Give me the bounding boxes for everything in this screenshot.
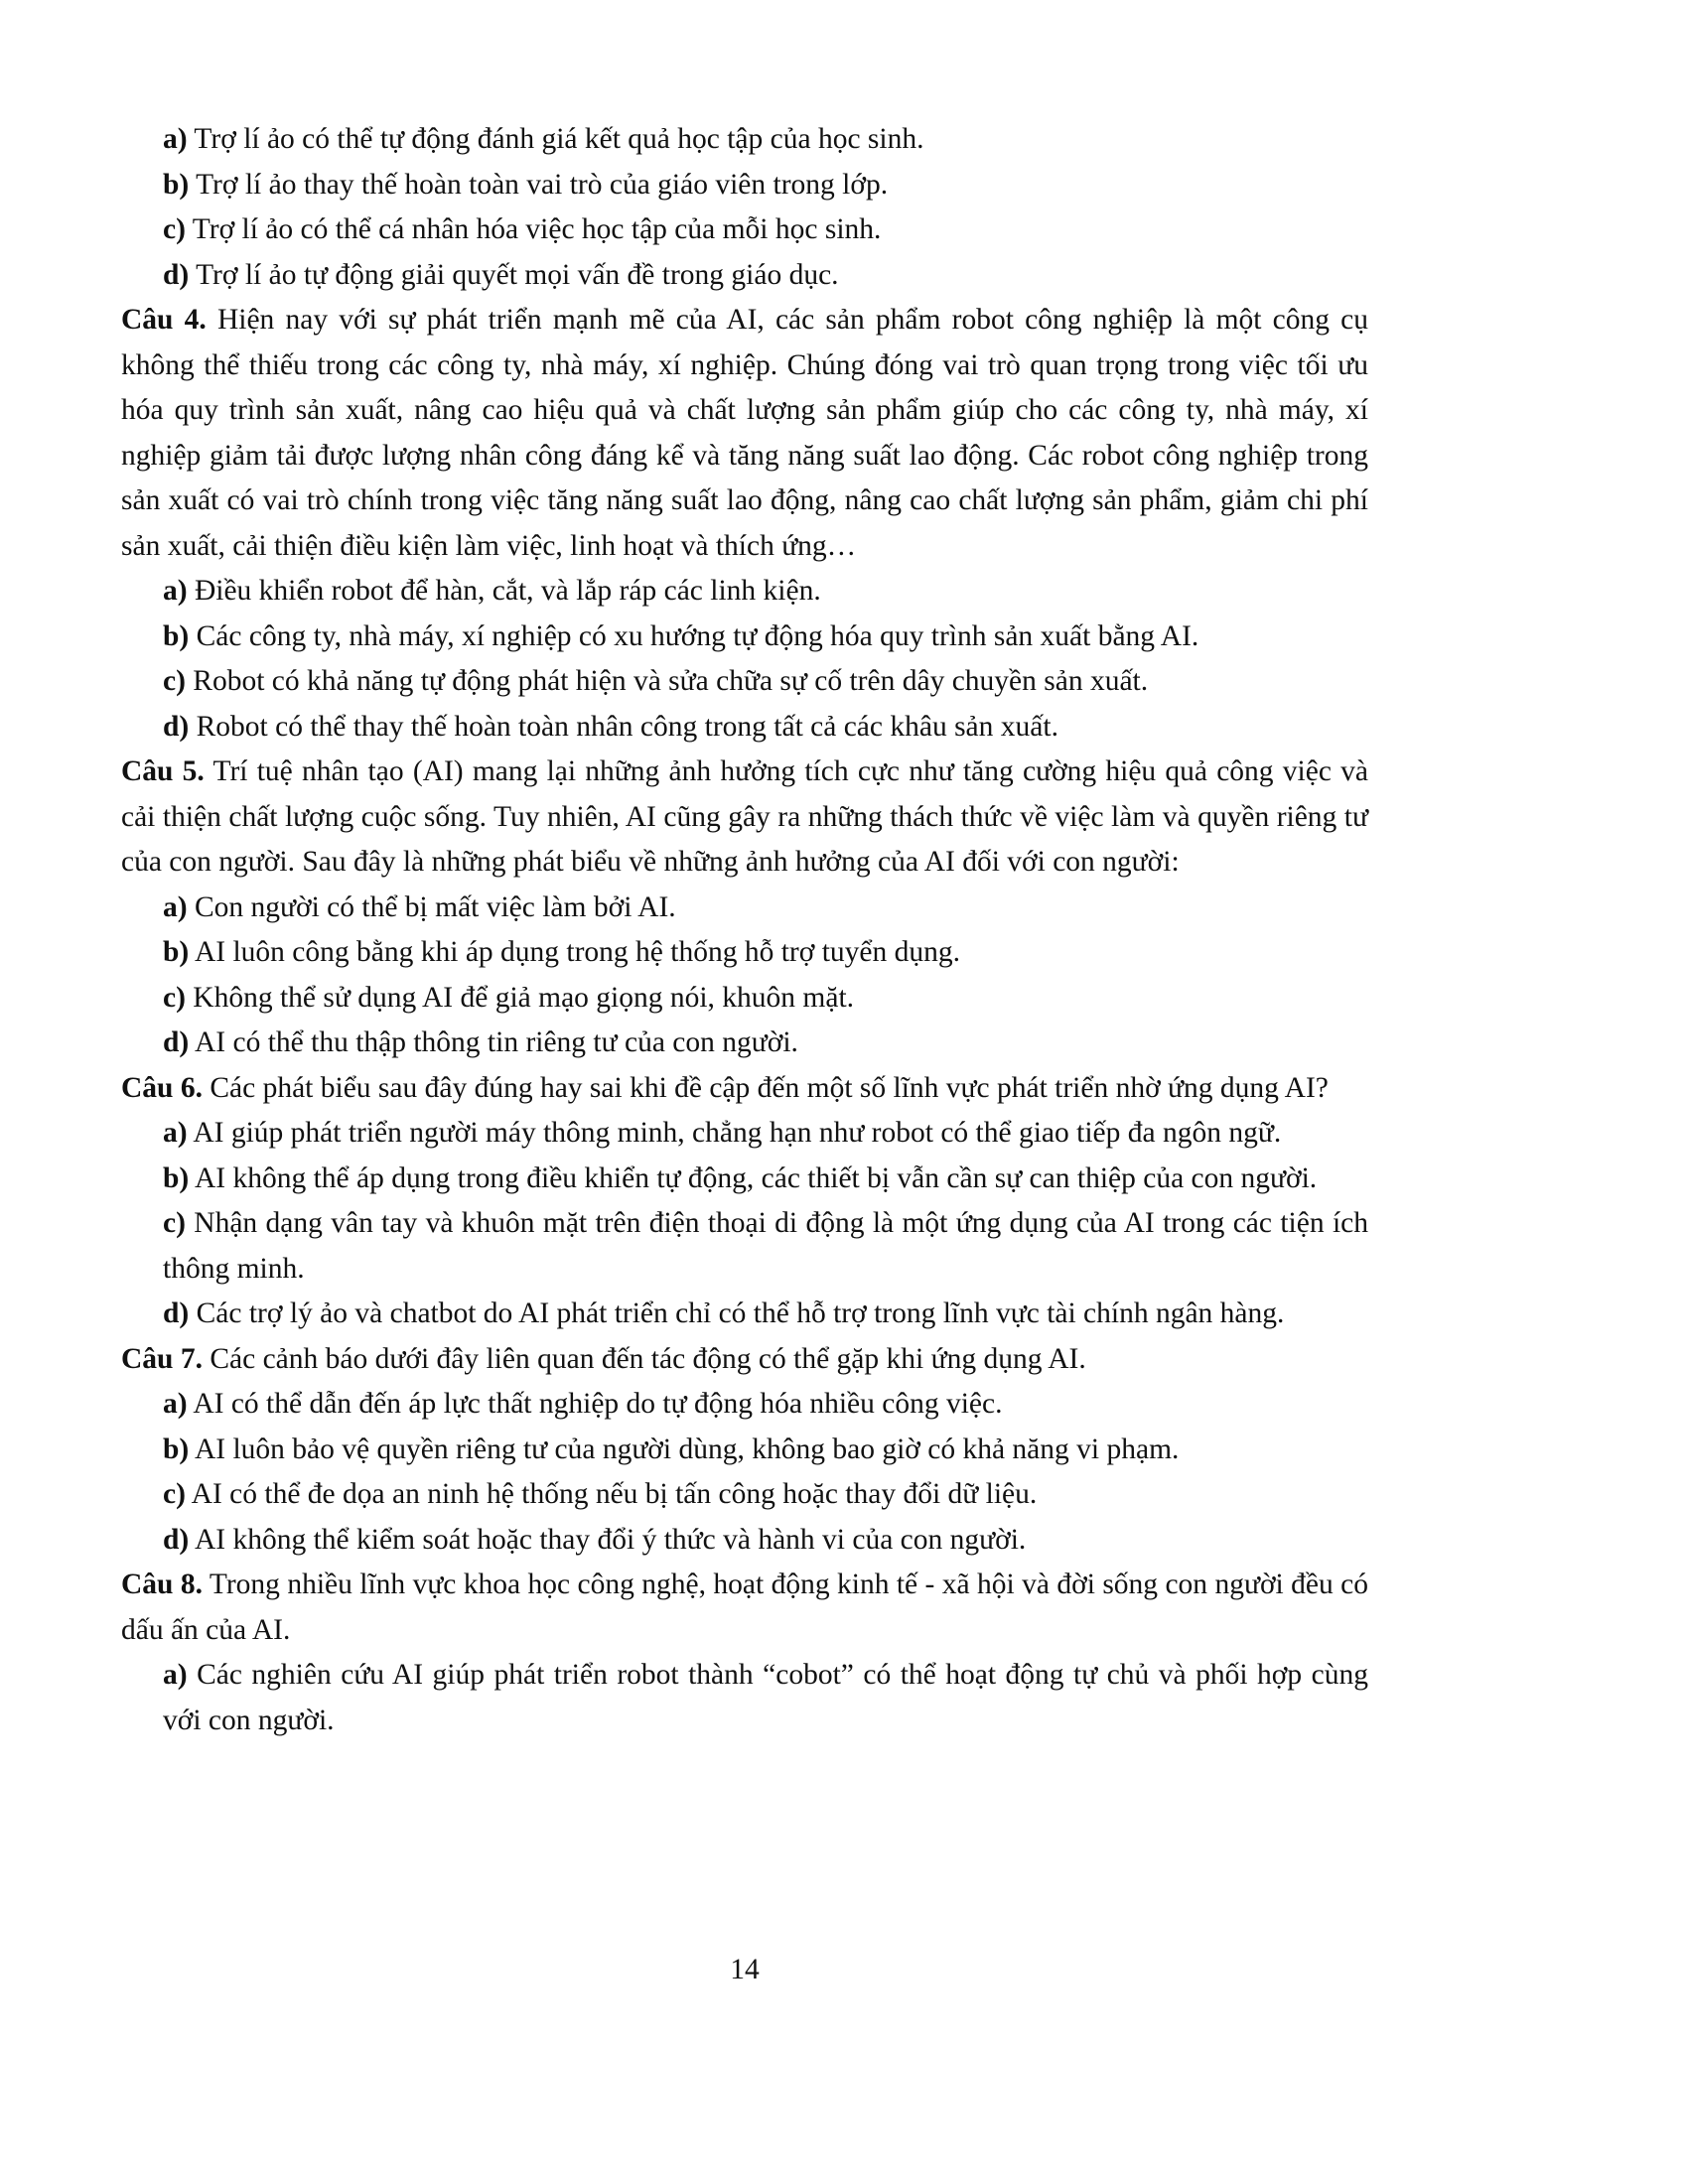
question-text: Hiện nay với sự phát triển mạnh mẽ của AI, các sản phẩm robot công nghiệp là một công cụ không thể thiếu trong các công ty, nhà máy, xí nghiệp. Chúng đóng vai trò quan trọng trong việc tối ưu hóa quy trình sản xuất, nâng cao hiệu quả và chất lượng sản phẩm giúp cho các công ty, nhà máy, xí nghiệp giảm tải được lượng nhân công đáng kể và tăng năng suất lao động. Các robot công nghiệp trong sản xuất có vai trò chính trong việc tăng năng suất lao động, nâng cao chất lượng sản phẩm, giảm chi phí sản xuất, cải thiện điều kiện làm việc, linh hoạt và thích ứng… <box>121 304 1369 562</box>
option-label: d) <box>163 1523 190 1556</box>
question-text: Trong nhiều lĩnh vực khoa học công nghệ, hoạt động kinh tế - xã hội và đời sống con người đều có dấu ấn của AI. <box>121 1569 1368 1646</box>
question-label: Câu 5. <box>121 755 205 787</box>
option-text: Trợ lí ảo thay thế hoàn toàn vai trò của giáo viên trong lớp. <box>189 168 889 201</box>
option-q7-a <box>121 1382 1368 1428</box>
option-q7-b <box>121 1428 1368 1473</box>
option-q6-a <box>121 1111 1368 1157</box>
option-text: Các nghiên cứu AI giúp phát triển robot thành “cobot” có thể hoạt động tự chủ và phối hợp cùng với con người. <box>163 1659 1368 1736</box>
option-q7-c <box>121 1472 1368 1518</box>
option-q4-c <box>121 659 1368 705</box>
option-label: a) <box>163 1659 188 1691</box>
option-text: Điều khiển robot để hàn, cắt, và lắp ráp các linh kiện. <box>187 575 821 607</box>
option-text: AI luôn bảo vệ quyền riêng tư của người dùng, không bao giờ có khả năng vi phạm. <box>189 1433 1180 1465</box>
option-q6-c <box>121 1201 1368 1292</box>
option-text: Không thể sử dụng AI để giả mạo giọng nói, khuôn mặt. <box>185 981 855 1014</box>
option-label: c) <box>163 213 186 245</box>
question-4 <box>121 298 1368 569</box>
option-q6-b <box>121 1157 1368 1202</box>
option-text: AI luôn công bằng khi áp dụng trong hệ thống hỗ trợ tuyển dụng. <box>189 936 961 968</box>
option-text: AI có thể dẫn đến áp lực thất nghiệp do tự động hóa nhiều công việc. <box>187 1388 1003 1420</box>
option-label: d) <box>163 1026 190 1058</box>
option-q3-c <box>121 207 1368 253</box>
option-text: AI không thể kiểm soát hoặc thay đổi ý thức và hành vi của con người. <box>189 1523 1027 1556</box>
option-text: Con người có thể bị mất việc làm bởi AI. <box>187 890 676 923</box>
option-text: AI không thể áp dụng trong điều khiển tự động, các thiết bị vẫn cần sự can thiệp của con người. <box>189 1161 1318 1194</box>
option-q3-d <box>121 253 1368 299</box>
option-q6-d <box>121 1292 1368 1337</box>
option-text: AI giúp phát triển người máy thông minh, chẳng hạn như robot có thể giao tiếp đa ngôn ngữ. <box>187 1117 1282 1149</box>
option-label: a) <box>163 575 188 607</box>
option-text: Các công ty, nhà máy, xí nghiệp có xu hướng tự động hóa quy trình sản xuất bằng AI. <box>189 619 1199 652</box>
option-text: Robot có khả năng tự động phát hiện và sửa chữa sự cố trên dây chuyền sản xuất. <box>185 665 1149 697</box>
option-q5-b <box>121 930 1368 976</box>
option-q4-b <box>121 614 1368 660</box>
question-label: Câu 8. <box>121 1569 203 1600</box>
question-label: Câu 4. <box>121 304 207 336</box>
option-label: c) <box>163 981 186 1014</box>
option-q4-a <box>121 569 1368 614</box>
question-text: Các phát biểu sau đây đúng hay sai khi đề cập đến một số lĩnh vực phát triển nhờ ứng dụng AI? <box>202 1071 1329 1104</box>
question-6 <box>121 1066 1368 1112</box>
option-q3-b <box>121 163 1368 208</box>
option-text: Trợ lí ảo tự động giải quyết mọi vấn đề trong giáo dục. <box>189 258 839 291</box>
question-text: Các cảnh báo dưới đây liên quan đến tác động có thể gặp khi ứng dụng AI. <box>202 1342 1086 1375</box>
option-label: b) <box>163 619 190 652</box>
question-8 <box>121 1563 1368 1653</box>
option-label: a) <box>163 1388 188 1420</box>
option-text: Các trợ lý ảo và chatbot do AI phát triển chỉ có thể hỗ trợ trong lĩnh vực tài chính ngân hàng. <box>189 1297 1285 1329</box>
option-text: Trợ lí ảo có thể cá nhân hóa việc học tập của mỗi học sinh. <box>185 213 882 245</box>
option-label: c) <box>163 1207 186 1239</box>
option-q4-d <box>121 705 1368 751</box>
option-q3-a <box>121 117 1368 163</box>
option-q5-d <box>121 1021 1368 1066</box>
option-label: c) <box>163 1478 186 1510</box>
option-label: b) <box>163 168 190 201</box>
option-q8-a <box>121 1653 1368 1743</box>
option-text: Nhận dạng vân tay và khuôn mặt trên điện thoại di động là một ứng dụng của AI trong các tiện ích thông minh. <box>163 1207 1368 1285</box>
question-7 <box>121 1337 1368 1383</box>
option-q5-a <box>121 886 1368 931</box>
option-label: d) <box>163 1297 190 1329</box>
option-text: AI có thể thu thập thông tin riêng tư của con người. <box>189 1026 798 1058</box>
option-label: a) <box>163 890 188 923</box>
option-label: d) <box>163 258 190 291</box>
option-text: Robot có thể thay thế hoàn toàn nhân công trong tất cả các khâu sản xuất. <box>189 710 1058 743</box>
option-label: b) <box>163 936 190 968</box>
option-label: d) <box>163 710 190 743</box>
question-label: Câu 7. <box>121 1342 203 1375</box>
option-text: Trợ lí ảo có thể tự động đánh giá kết quả học tập của học sinh. <box>187 123 924 155</box>
option-text: AI có thể đe dọa an ninh hệ thống nếu bị tấn công hoặc thay đổi dữ liệu. <box>185 1478 1038 1510</box>
question-label: Câu 6. <box>121 1071 203 1104</box>
question-text: Trí tuệ nhân tạo (AI) mang lại những ảnh hưởng tích cực như tăng cường hiệu quả công việc và cải thiện chất lượng cuộc sống. Tuy nhiên, AI cũng gây ra những thách thức về việc làm và quyền riêng tư của con người. Sau đây là những phát biểu về những ảnh hưởng của AI đối với con người: <box>121 755 1368 878</box>
question-5 <box>121 750 1368 886</box>
option-q7-d <box>121 1518 1368 1564</box>
document-body <box>121 117 1368 1743</box>
option-q5-c <box>121 976 1368 1022</box>
option-label: b) <box>163 1161 190 1194</box>
page-number: 14 <box>730 1954 760 1985</box>
option-label: c) <box>163 665 186 697</box>
option-label: b) <box>163 1433 190 1465</box>
option-label: a) <box>163 123 188 155</box>
option-label: a) <box>163 1117 188 1149</box>
